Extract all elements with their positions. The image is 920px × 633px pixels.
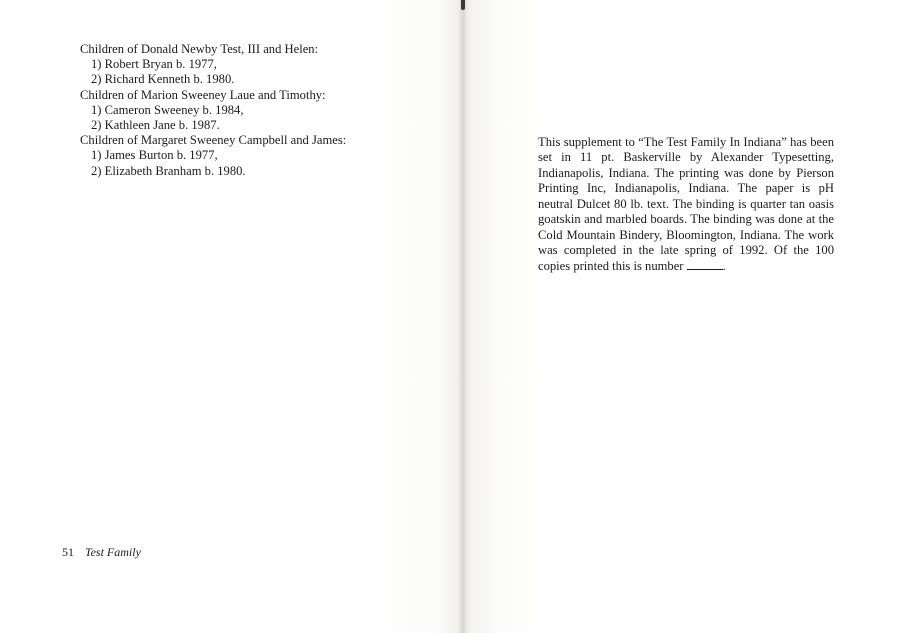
child-entry: 2) Richard Kenneth b. 1980. bbox=[91, 72, 235, 87]
child-entry: 1) Cameron Sweeney b. 1984, bbox=[91, 102, 244, 117]
family-heading: Children of Donald Newby Test, III and Helen: bbox=[80, 42, 319, 56]
page-number: 51 bbox=[62, 545, 74, 559]
copy-number-blank bbox=[687, 260, 723, 270]
family-heading: Children of Margaret Sweeney Campbell and James: bbox=[80, 133, 347, 148]
child-entry: 2) Kathleen Jane b. 1987. bbox=[91, 118, 220, 133]
child-entry: 2) Elizabeth Branham b. 1980. bbox=[91, 163, 246, 178]
colophon-end-punctuation: . bbox=[722, 258, 726, 273]
colophon-text: This supplement to “The Test Family In Indiana” has been set in 11 pt. Baskerville by Alexander Typesetting, Indianapolis, Indiana. The printing was done by Pierson Printing Inc, Indianapolis, Indiana. The paper is pH neutral Dulcet 80 lb. text. The binding is quarter tan oasis goatskin and marbled boards. The binding was done at the Cold Mountain Bindery, Bloomington, Indiana. The work was completed in the late spring of 1992. Of the 100 copies printed this is number bbox=[538, 134, 834, 273]
right-page bbox=[460, 0, 920, 633]
colophon bbox=[538, 135, 834, 275]
genealogy-list bbox=[80, 42, 410, 179]
child-entry: 1) Robert Bryan b. 1977, bbox=[91, 57, 217, 72]
page-footer bbox=[62, 545, 141, 560]
child-entry: 1) James Burton b. 1977, bbox=[91, 148, 218, 163]
family-heading: Children of Marion Sweeney Laue and Timothy: bbox=[80, 87, 326, 102]
running-title: Test Family bbox=[85, 545, 141, 559]
